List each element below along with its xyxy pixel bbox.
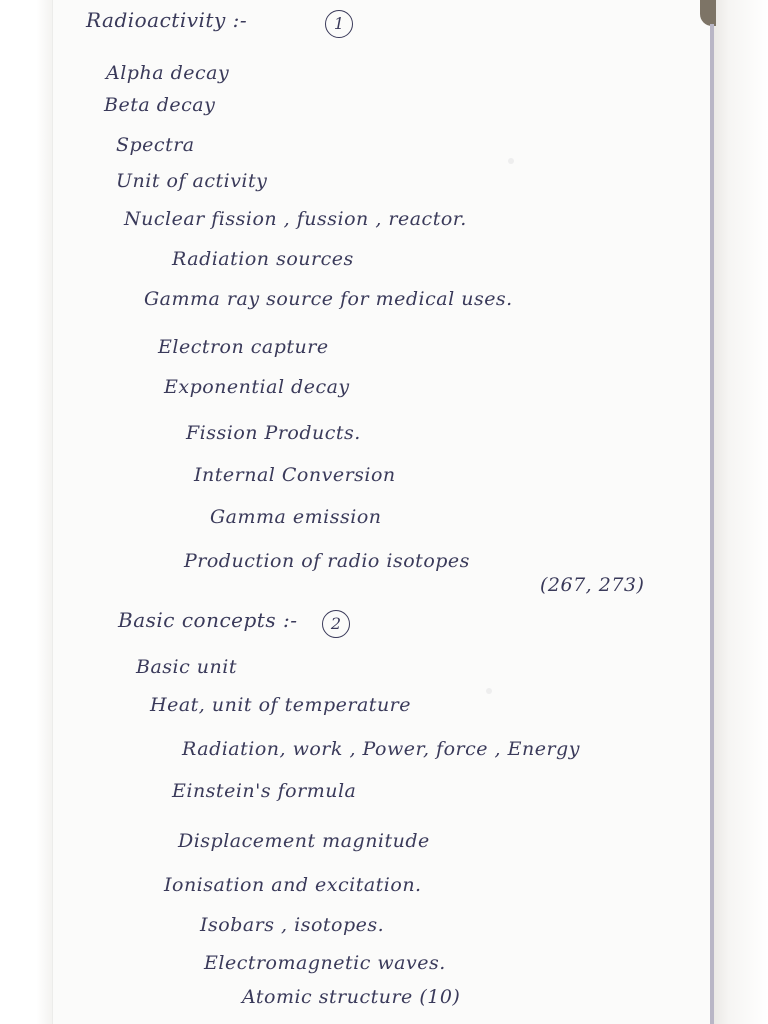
note-line: Einstein's formula [172,780,357,802]
binding-edge-line [710,24,714,1024]
corner-shadow [700,0,716,26]
note-line: Internal Conversion [194,464,396,486]
note-line: Radiation, work , Power, force , Energy [182,738,580,760]
note-line: Heat, unit of temperature [150,694,412,716]
note-line: Electromagnetic waves. [204,952,446,974]
section2-heading: Basic concepts :- [118,608,298,632]
note-line: Isobars , isotopes. [200,914,385,936]
note-line: Unit of activity [116,170,268,192]
section1-number-circle: 1 [325,10,353,38]
paper-speck [486,688,492,694]
note-line: Gamma ray source for medical uses. [144,288,513,310]
note-line: Production of radio isotopes [184,550,470,572]
note-line: Ionisation and excitation. [164,874,422,896]
note-line: Electron capture [158,336,329,358]
note-line: Fission Products. [186,422,361,444]
note-line: Basic unit [136,656,237,678]
note-line: Beta decay [104,94,216,116]
note-line: Atomic structure (10) [242,986,461,1008]
note-line: Gamma emission [210,506,382,528]
note-line: Nuclear fission , fussion , reactor. [124,208,467,230]
section2-number-circle: 2 [322,610,350,638]
note-line: Radiation sources [172,248,354,270]
page-reference: (267, 273) [540,574,645,596]
note-line: Displacement magnitude [178,830,430,852]
note-line: Spectra [116,134,195,156]
paper-speck [508,158,514,164]
page-left-margin [0,0,52,1024]
section1-heading: Radioactivity :- [86,8,248,32]
note-line: Exponential decay [164,376,350,398]
note-line: Alpha decay [106,62,230,84]
page-right-margin [712,0,768,1024]
